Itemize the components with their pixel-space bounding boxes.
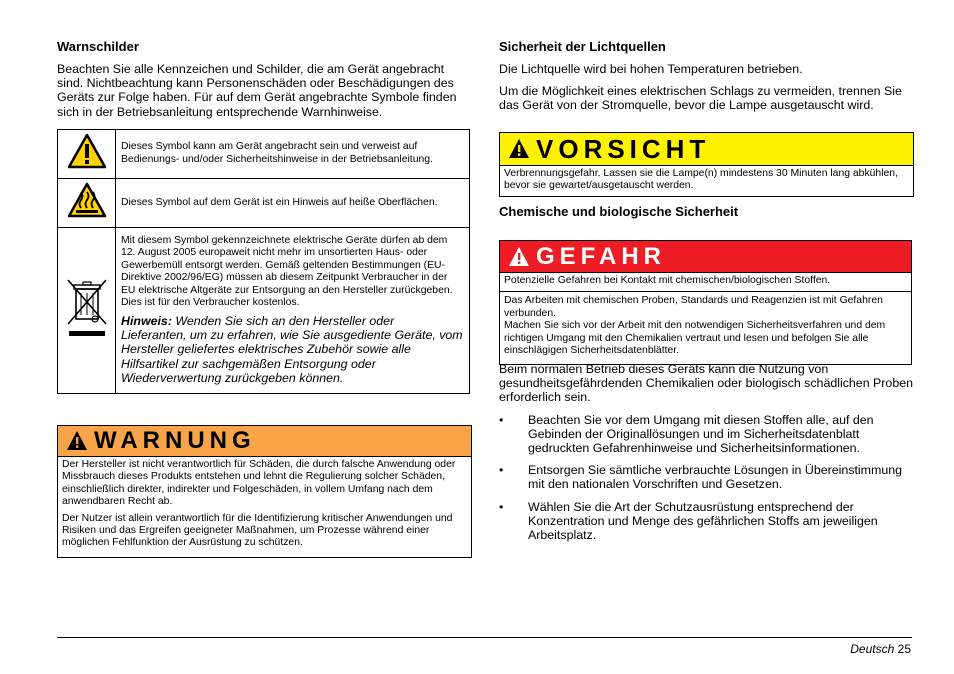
- list-item: [499, 500, 913, 543]
- right-column: [499, 38, 913, 121]
- warnung-body: [58, 456, 471, 557]
- hot-surface-icon: [67, 182, 107, 218]
- warnschilder-intro: Beachten Sie alle Kennzeichen und Schilder, die am Gerät angebracht sind. Nichtbeachtung kann Personenschäden oder Beschädigungen des Geräts zur Folge haben. Für auf dem Gerät angebrachte Symbole finden sich in der Betriebsanleitung entsprechende Warnhinweise.: [57, 62, 457, 119]
- weee-crossed-bin-icon: [65, 277, 109, 339]
- gefahr-paragraph: [500, 291, 911, 357]
- gefahr-box: [499, 240, 912, 365]
- symbol-cell: [58, 129, 116, 178]
- table-row: [58, 227, 470, 393]
- warnung-header: [58, 426, 471, 456]
- gefahr-text: Machen Sie sich vor der Arbeit mit den notwendigen Sicherheitsverfahren und dem richtigen Umgang mit den Chemikalien vertraut und lesen und befolgen Sie alle einschlägigen Sicherheitsdatenblätter.: [504, 320, 886, 357]
- warnung-paragraph: Der Hersteller ist nicht verantwortlich für Schäden, die durch falsche Anwendung oder Missbrauch dieses Produkts entstehen und lehnt die Regulierung solcher Schäden, einschließlich direkter, indirekter und Folgeschäden, in vollem Umfang nach dem anwendbaren Recht ab.: [62, 459, 456, 508]
- chemisch-paragraph: Beim normalen Betrieb dieses Geräts kann die Nutzung von gesundheitsgefährdenden Chemikalien oder biologisch schädlichen Proben erforderlich sein.: [499, 362, 913, 405]
- table-row: [58, 129, 470, 178]
- lichtquellen-paragraph: Die Lichtquelle wird bei hohen Temperaturen betrieben.: [499, 62, 803, 76]
- warnung-title: WARNUNG: [94, 427, 256, 454]
- gefahr-text: Das Arbeiten mit chemischen Proben, Standards und Reagenzien ist mit Gefahren verbunden.: [504, 295, 883, 319]
- chemisch-content: [499, 362, 913, 550]
- list-item: [499, 413, 913, 456]
- hint-note: [121, 314, 463, 386]
- gefahr-body: [500, 272, 911, 364]
- general-warning-icon: [67, 133, 107, 169]
- footer-language: Deutsch: [850, 642, 895, 656]
- table-row: [58, 178, 470, 227]
- warnung-paragraph: Der Nutzer ist allein verantwortlich für die Identifizierung kritischer Anwendungen und Risiken und das Ergreifen geeigneter Maßnahmen, um Prozesse während einer möglichen Fehlfunktion der Ausrüstung zu schützen.: [62, 512, 453, 549]
- symbol-cell: [58, 178, 116, 227]
- vorsicht-header: [500, 133, 913, 165]
- section-heading-warnschilder: Warnschilder: [57, 39, 139, 54]
- list-item: [499, 463, 913, 491]
- bullet-marker: •: [499, 463, 504, 478]
- gefahr-title: GEFAHR: [536, 242, 667, 270]
- warning-triangle-icon: [508, 138, 530, 160]
- symbols-table: [57, 129, 470, 394]
- hint-label: Hinweis:: [121, 313, 172, 328]
- footer-rule: [57, 637, 912, 638]
- vorsicht-title: VORSICHT: [536, 133, 711, 164]
- page-footer: [850, 642, 911, 656]
- hint-text: Wenden Sie sich an den Hersteller oder Lieferanten, um zu erfahren, wie Sie ausgediente Geräte, vom Hersteller geliefertes elektrisches Zubehör sowie alle Hilfsartikel zur sachgemäßen Entsorgung oder Wiederverwertung zurückgeben können.: [121, 313, 463, 386]
- footer-page-number: 25: [897, 642, 911, 656]
- left-column: [57, 38, 470, 394]
- bullet-marker: •: [499, 412, 504, 427]
- lichtquellen-paragraph: Um die Möglichkeit eines elektrischen Schlags zu vermeiden, trennen Sie das Gerät von der Stromquelle, bevor die Lampe ausgetauscht wird.: [499, 84, 902, 113]
- list-item-text: Wählen Sie die Art der Schutzausrüstung entsprechend der Konzentration und Menge des gefährlichen Stoffs am jeweiligen Arbeitsplatz.: [528, 499, 878, 543]
- symbol-description: Dieses Symbol kann am Gerät angebracht sein und verweist auf Bedienungs- und/oder Sicherheitshinweise in der Betriebsanleitung.: [116, 129, 470, 178]
- vorsicht-box: [499, 132, 914, 197]
- bullet-marker: •: [499, 499, 504, 514]
- section-heading-chemisch: Chemische und biologische Sicherheit: [499, 204, 739, 219]
- section-heading-lichtquellen: Sicherheit der Lichtquellen: [499, 39, 666, 54]
- bullet-list: [499, 413, 913, 543]
- warning-triangle-icon: [508, 246, 530, 268]
- symbol-description: Dieses Symbol auf dem Gerät ist ein Hinweis auf heiße Oberflächen.: [116, 178, 470, 227]
- list-item-text: Entsorgen Sie sämtliche verbrauchte Lösungen in Übereinstimmung mit den nationalen Vorschriften und Gesetzen.: [528, 463, 902, 492]
- warnung-box: [57, 425, 472, 558]
- symbol-description: [116, 227, 470, 393]
- weee-description: Mit diesem Symbol gekennzeichnete elektrische Geräte dürfen ab dem 12. August 2005 europaweit nicht mehr im unsortierten Haus- oder Gewerbemüll entsorgt werden. Gemäß geltenden Bestimmungen (EU-Direktive 2002/96/EG) müssen ab diesem Zeitpunkt Verbraucher in der EU elektrische Altgeräte zur Entsorgung an den Hersteller zurückgeben. Dies ist für den Verbraucher kostenlos.: [121, 235, 453, 309]
- symbol-cell: [58, 227, 116, 393]
- list-item-text: Beachten Sie vor dem Umgang mit diesen Stoffen alle, auf den Gebinden der Originallösungen und im Sicherheitsdatenblatt gedruckten Gefahrenhinweise und Sicherheitsinformationen.: [528, 412, 874, 456]
- gefahr-paragraph: Potenzielle Gefahren bei Kontakt mit chemischen/biologischen Stoffen.: [504, 275, 831, 286]
- vorsicht-body: Verbrennungsgefahr. Lassen sie die Lampe(n) mindestens 30 Minuten lang abkühlen, bevor sie gewartet/ausgetauscht werden.: [500, 165, 913, 196]
- gefahr-header: [500, 241, 911, 272]
- warning-triangle-icon: [66, 430, 88, 452]
